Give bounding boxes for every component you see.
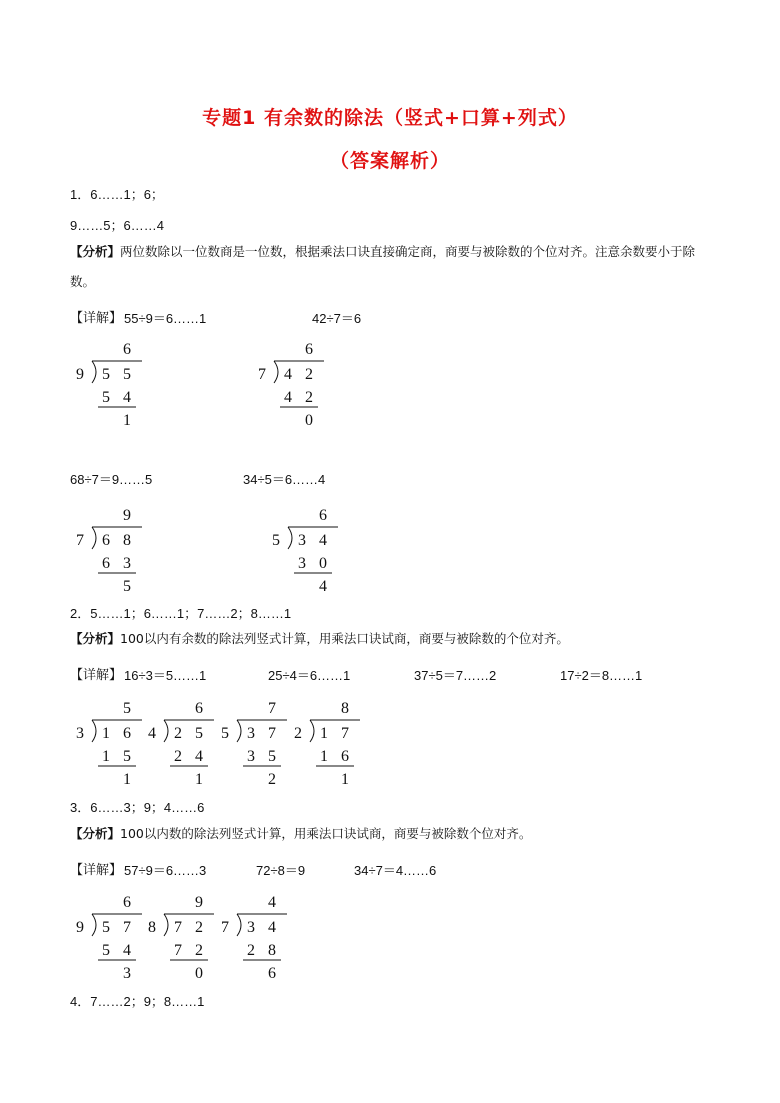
dividend-tens-digit: 1: [102, 725, 110, 742]
divisor: 2: [294, 725, 302, 742]
q2-eq-1: 16÷3＝5……1: [124, 668, 207, 683]
divisor: 7: [76, 532, 84, 549]
page-title: 专题1 有余数的除法（竖式+口算+列式）: [202, 107, 578, 129]
dividend-tens-digit: 7: [174, 919, 182, 936]
q1-eq-1: 55÷9＝6……1: [124, 311, 207, 326]
q1-answer-line1: 1．6……1；6；: [70, 187, 164, 202]
division-bracket: [237, 720, 241, 742]
divisor: 8: [148, 919, 156, 936]
remainder: 5: [123, 578, 131, 595]
analysis-tag: 【分析】: [70, 826, 121, 841]
dividend-ones-digit: 5: [123, 366, 131, 383]
analysis-tag: 【分析】: [70, 244, 121, 259]
quotient: 6: [123, 894, 131, 911]
q1-answer-line2: 9……5；6……4: [70, 218, 164, 233]
dividend-ones-digit: 4: [268, 919, 276, 936]
quotient: 4: [268, 894, 276, 911]
division-bracket: [274, 361, 278, 383]
q3-eq-2: 72÷8＝9: [256, 863, 306, 878]
dividend-ones-digit: 6: [123, 725, 131, 742]
remainder: 0: [195, 965, 203, 982]
product-ones-digit: 4: [123, 942, 131, 959]
divisor: 7: [258, 366, 266, 383]
divisor: 5: [272, 532, 280, 549]
dividend-ones-digit: 4: [319, 532, 327, 549]
analysis-text: 100以内有余数的除法列竖式计算，用乘法口诀试商，商要与被除数的个位对齐。: [120, 631, 569, 646]
long-division: [292, 696, 382, 788]
product-tens-digit: 2: [174, 748, 182, 765]
dividend-tens-digit: 5: [102, 366, 110, 383]
product-tens-digit: 6: [102, 555, 110, 572]
analysis-tag: 【分析】: [70, 631, 121, 646]
dividend-ones-digit: 7: [123, 919, 131, 936]
remainder: 1: [123, 412, 131, 429]
division-bracket: [92, 361, 96, 383]
long-division: [256, 337, 346, 429]
quotient: 7: [268, 700, 276, 717]
dividend-tens-digit: 1: [320, 725, 328, 742]
product-tens-digit: 1: [320, 748, 328, 765]
dividend-ones-digit: 8: [123, 532, 131, 549]
product-ones-digit: 5: [123, 748, 131, 765]
q2-detail-tag: 【详解】: [70, 668, 123, 683]
divisor: 7: [221, 919, 229, 936]
quotient: 8: [341, 700, 349, 717]
q1-eq-4: 34÷5＝6……4: [243, 472, 326, 487]
division-bracket: [164, 720, 168, 742]
dividend-ones-digit: 7: [268, 725, 276, 742]
division-bracket: [92, 914, 96, 936]
divisor: 5: [221, 725, 229, 742]
product-ones-digit: 2: [305, 389, 313, 406]
division-bracket: [92, 527, 96, 549]
dividend-ones-digit: 5: [195, 725, 203, 742]
product-ones-digit: 5: [268, 748, 276, 765]
q2-eq-2: 25÷4＝6……1: [268, 668, 351, 683]
quotient: 6: [319, 507, 327, 524]
product-ones-digit: 8: [268, 942, 276, 959]
long-division: [219, 890, 309, 982]
remainder: 1: [341, 771, 349, 788]
division-bracket: [288, 527, 292, 549]
quotient: 9: [123, 507, 131, 524]
q3-analysis: [70, 819, 710, 849]
dividend-tens-digit: 3: [298, 532, 306, 549]
product-ones-digit: 3: [123, 555, 131, 572]
dividend-ones-digit: 2: [195, 919, 203, 936]
dividend-tens-digit: 3: [247, 725, 255, 742]
remainder: 1: [195, 771, 203, 788]
remainder: 3: [123, 965, 131, 982]
product-ones-digit: 4: [195, 748, 203, 765]
dividend-tens-digit: 3: [247, 919, 255, 936]
dividend-tens-digit: 5: [102, 919, 110, 936]
product-tens-digit: 5: [102, 389, 110, 406]
dividend-ones-digit: 7: [341, 725, 349, 742]
quotient: 5: [123, 700, 131, 717]
page-subtitle: （答案解析）: [329, 150, 450, 172]
dividend-tens-digit: 6: [102, 532, 110, 549]
long-division: [74, 337, 164, 429]
division-bracket: [310, 720, 314, 742]
q3-eq-1: 57÷9＝6……3: [124, 863, 207, 878]
product-tens-digit: 4: [284, 389, 292, 406]
product-ones-digit: 4: [123, 389, 131, 406]
q1-detail-tag: 【详解】: [70, 311, 123, 326]
dividend-ones-digit: 2: [305, 366, 313, 383]
dividend-tens-digit: 4: [284, 366, 292, 383]
q1-eq-2: 42÷7＝6: [312, 311, 362, 326]
product-tens-digit: 3: [247, 748, 255, 765]
analysis-text: 100以内数的除法列竖式计算，用乘法口诀试商，商要与被除数个位对齐。: [120, 826, 532, 841]
product-tens-digit: 1: [102, 748, 110, 765]
quotient: 6: [123, 341, 131, 358]
remainder: 1: [123, 771, 131, 788]
quotient: 6: [195, 700, 203, 717]
product-tens-digit: 3: [298, 555, 306, 572]
q2-answer-line: 2．5……1；6……1；7……2；8……1: [70, 606, 292, 621]
remainder: 6: [268, 965, 276, 982]
long-division: [270, 503, 360, 595]
quotient: 9: [195, 894, 203, 911]
divisor: 9: [76, 366, 84, 383]
division-bracket: [237, 914, 241, 936]
q1-analysis: [70, 237, 710, 297]
product-ones-digit: 6: [341, 748, 349, 765]
product-tens-digit: 7: [174, 942, 182, 959]
division-bracket: [92, 720, 96, 742]
product-tens-digit: 5: [102, 942, 110, 959]
division-bracket: [164, 914, 168, 936]
q3-eq-3: 34÷7＝4……6: [354, 863, 437, 878]
divisor: 3: [76, 725, 84, 742]
remainder: 2: [268, 771, 276, 788]
divisor: 4: [148, 725, 156, 742]
q4-answer-line: 4．7……2；9；8……1: [70, 994, 205, 1009]
remainder: 0: [305, 412, 313, 429]
product-ones-digit: 2: [195, 942, 203, 959]
q1-eq-3: 68÷7＝9……5: [70, 472, 153, 487]
analysis-text: 两位数除以一位数商是一位数，根据乘法口诀直接确定商，商要与被除数的个位对齐。注意余数要小于除数。: [70, 244, 696, 289]
long-division: [74, 503, 164, 595]
dividend-tens-digit: 2: [174, 725, 182, 742]
q2-eq-4: 17÷2＝8……1: [560, 668, 643, 683]
product-ones-digit: 0: [319, 555, 327, 572]
quotient: 6: [305, 341, 313, 358]
q3-detail-tag: 【详解】: [70, 863, 123, 878]
divisor: 9: [76, 919, 84, 936]
q2-eq-3: 37÷5＝7……2: [414, 668, 497, 683]
q3-answer-line: 3．6……3；9；4……6: [70, 800, 205, 815]
q2-analysis: [70, 624, 710, 654]
product-tens-digit: 2: [247, 942, 255, 959]
remainder: 4: [319, 578, 327, 595]
